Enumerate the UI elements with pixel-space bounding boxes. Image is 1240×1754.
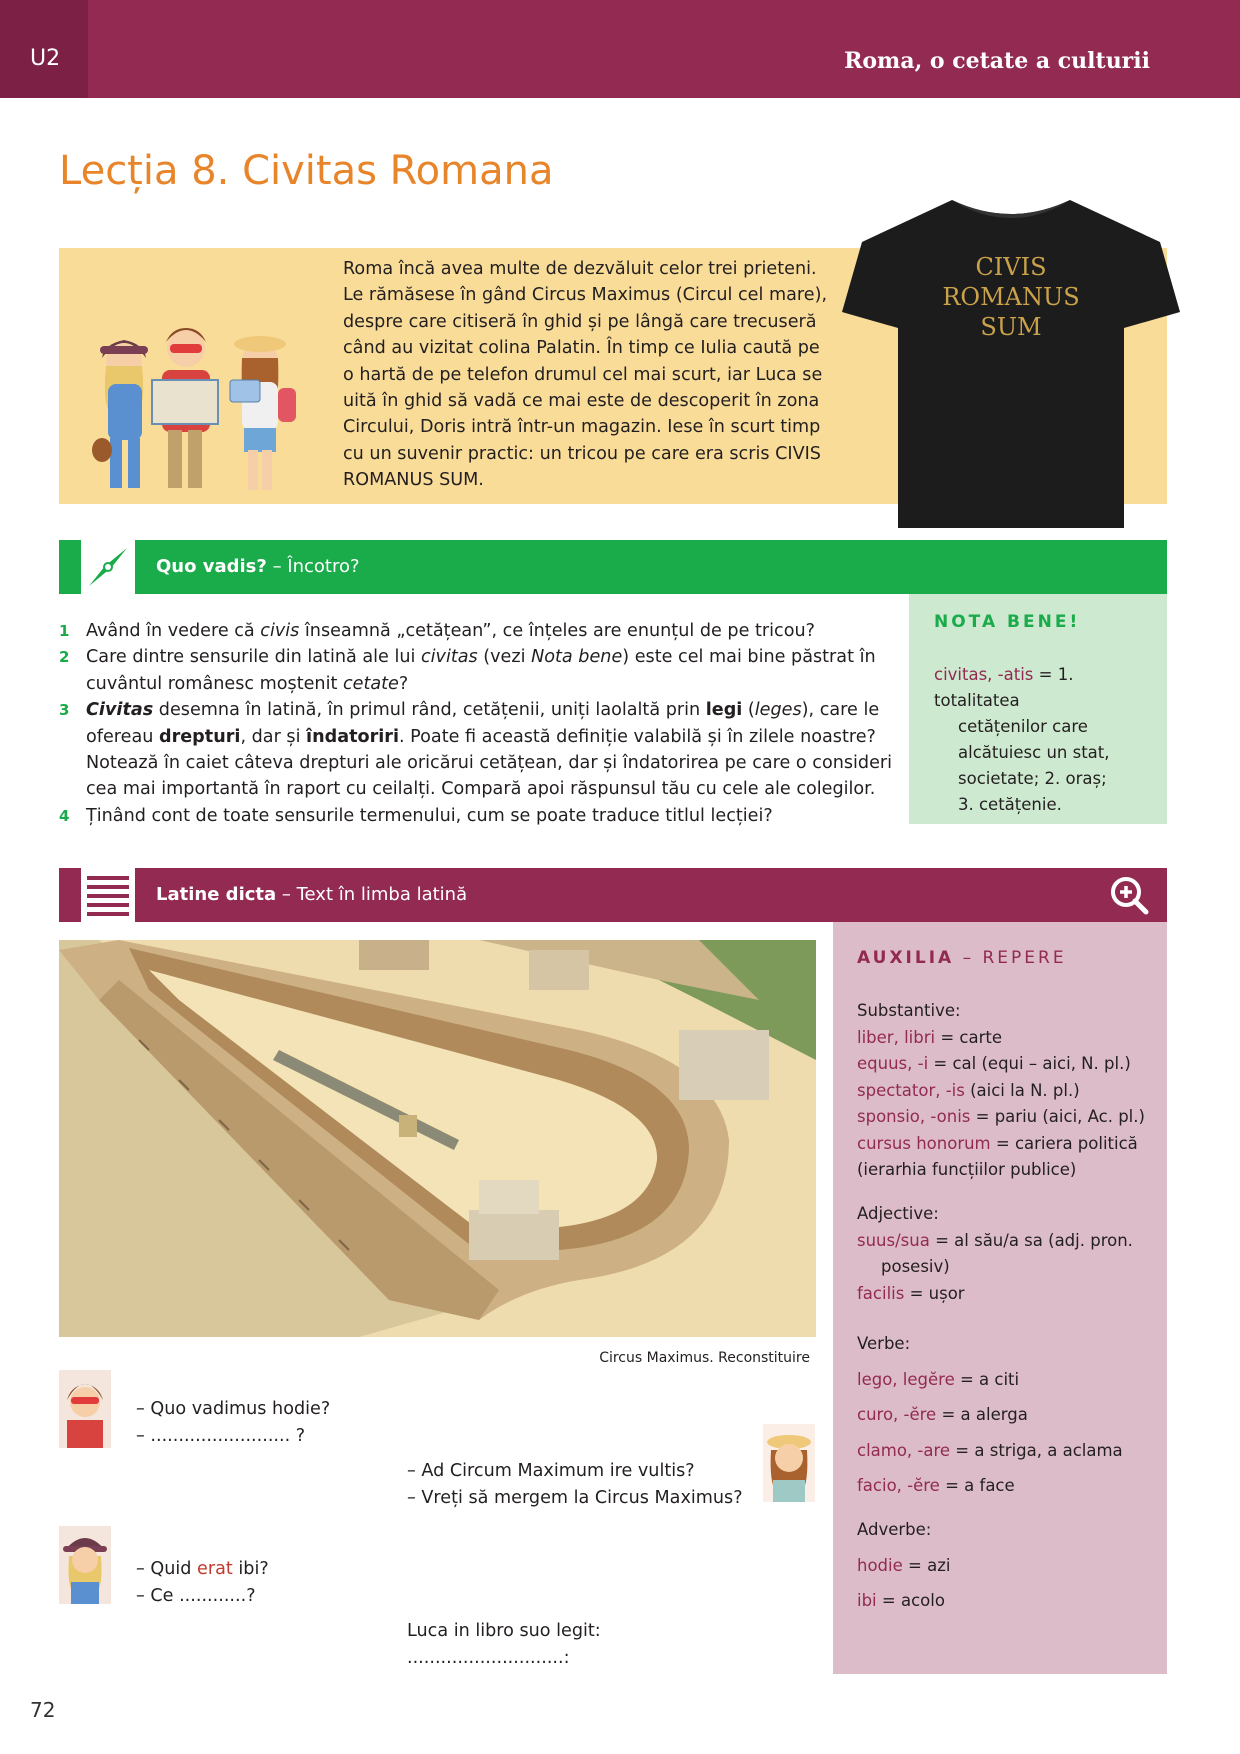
compass-icon-box (81, 540, 135, 594)
auxilia-heading: AUXILIA – REPERE (857, 948, 1067, 968)
shirt-line-1: CIVIS (975, 253, 1047, 281)
chapter-title: Roma, o cetate a culturii (844, 48, 1150, 74)
auxilia-substantive: Substantive: liber, libri = carte equus, -i = cal (equi – aici, N. pl.) spectator, -is (aici la N. pl.) sponsio, -onis = pariu (aici, Ac. pl.) cursus honorum = cariera politică (ierarhia funcțiilor publice) (857, 1001, 1145, 1179)
question-3: 3 Civitas desemna în latină, în primul rând, cetățenii, uniți laolaltă prin legi (leges), care le ofereau drepturi, dar și îndatoriri. Poate fi această definiție valabilă și în zilele noastre? Notează în caiet câteva drepturi ale oricărui cetățean, dar și îndatorirea pe care o consideri cea mai importantă în raport cu ceilalți. Compară apoi răspunsul tău cu cele ale colegilor. (59, 700, 893, 800)
intro-text: Roma încă avea multe de dezvăluit celor trei prieteni. Le rămăsese în gând Circus Maximus (Circul cel mare), despre care citiseră în ghid și pe lângă care trecuseră când au vizitat colina Palatin. În timp ce Iulia caută pe o hartă de pe telefon drumul cel mai scurt, iar Luca se uită în ghid să vadă ce mai este de descoperit în zona Circului, Doris intră într-un magazin. Iese în scurt timp cu un suvenir practic: un tricou pe care era scris CIVIS ROMANUS SUM. (343, 259, 828, 491)
lines-icon-box (81, 868, 135, 922)
image-caption: Circus Maximus. Reconstituire (599, 1350, 810, 1366)
latine-dicta-bar (59, 868, 1167, 922)
zoom-in-icon[interactable] (1109, 875, 1149, 915)
question-1: 1 Având în vedere că civis înseamnă „cetățean”, ce înțeles are enunțul de pe tricou? (59, 621, 815, 641)
quo-vadis-title: Quo vadis? – Încotro? (156, 556, 360, 577)
auxilia-adverbe: Adverbe: hodie = azi ibi = acolo (857, 1520, 951, 1610)
quo-vadis-bar (59, 540, 1167, 594)
dialogue-doris: – Quid erat ibi? – Ce ............? (136, 1559, 269, 1606)
question-4: 4 Ținând cont de toate sensurile termenului, cum se poate traduce titlul lecției? (59, 805, 773, 826)
unit-label: U2 (30, 46, 61, 71)
dialogue-luca-reads: Luca in libro suo legit: ............................: (407, 1621, 601, 1668)
dialogue-iulia: – Ad Circum Maximum ire vultis? – Vreți să mergem la Circus Maximus? (407, 1461, 743, 1508)
shirt-line-3: SUM (980, 313, 1042, 341)
auxilia-verbe: Verbe: lego, legĕre = a citi curo, -ĕre = a alerga clamo, -are = a striga, a aclama facio, -ĕre = a face (857, 1334, 1123, 1495)
question-list (59, 618, 894, 829)
luca-avatar (59, 1370, 111, 1448)
iulia-avatar (763, 1424, 815, 1502)
dialogue-luca: – Quo vadimus hodie? – ......................... ? (136, 1399, 331, 1446)
page-number: 72 (30, 1698, 56, 1722)
question-2: 2 Care dintre sensurile din latină ale lui civitas (vezi Nota bene) este cel mai bine păstrat în cuvântul românesc moștenit cetate? (59, 647, 876, 694)
nota-bene-text: civitas, -atis = 1. totalitatea cetățenilor care alcătuiesc un stat, societate; 2. oraș; 3. cetățenie. (934, 665, 1110, 814)
shirt-line-2: ROMANUS (942, 283, 1080, 311)
auxilia-adjective: Adjective: suus/sua = al său/a sa (adj. pron. posesiv) facilis = ușor (857, 1204, 1133, 1303)
tshirt-image (842, 188, 1180, 530)
nota-bene-heading: NOTA BENE! (934, 612, 1081, 632)
lines-icon (81, 868, 135, 922)
doris-avatar (59, 1526, 111, 1604)
friends-illustration (82, 318, 314, 502)
circus-maximus-image (59, 940, 816, 1337)
latine-dicta-title: Latine dicta – Text în limba latină (156, 884, 468, 905)
lesson-title: Lecția 8. Civitas Romana (59, 148, 554, 194)
compass-icon (81, 540, 135, 594)
